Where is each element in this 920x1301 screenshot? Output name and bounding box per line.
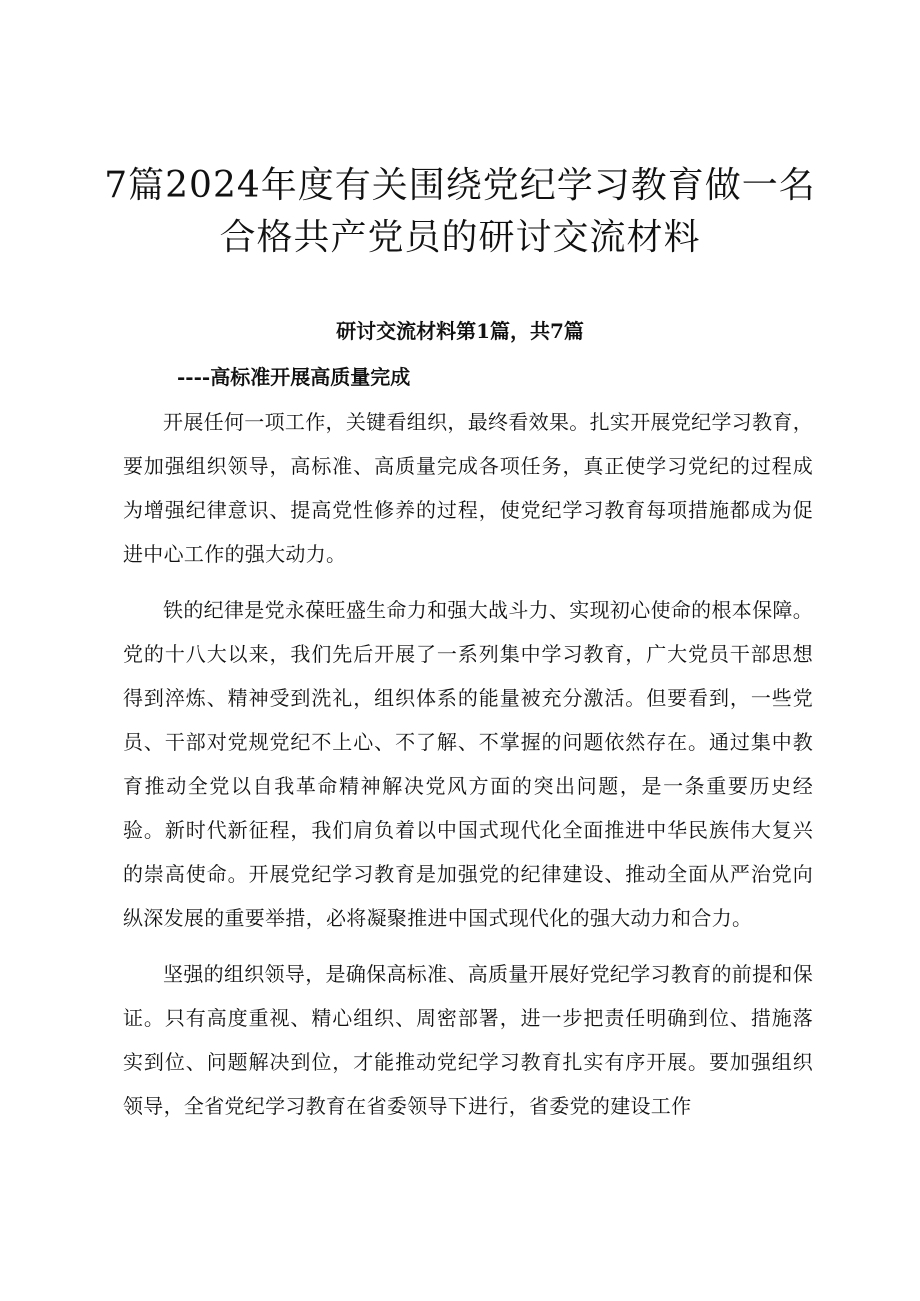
title-line-2: 合格共产党员的研讨交流材料 [219,217,701,258]
paragraph-1: 开展任何一项工作，关键看组织，最终看效果。扎实开展党纪学习教育，要加强组织领导，高标准、高质量完成各项任务，真正使学习党纪的过程成为增强纪律意识、提高党性修养的过程，使党纪学习教育每项措施都成为促进中心工作的强大动力。 [123,410,813,566]
section-subtitle: 研讨交流材料第1篇，共7篇 [336,319,584,343]
document-title [100,160,820,264]
paragraph-3: 坚强的组织领导，是确保高标准、高质量开展好党纪学习教育的前提和保证。只有高度重视、精心组织、周密部署，进一步把责任明确到位、措施落实到位、问题解决到位，才能推动党纪学习教育扎实有序开展。要加强组织领导，全省党纪学习教育在省委领导下进行，省委党的建设工作 [123,962,813,1118]
section-lead: ----高标准开展高质量完成 [177,365,411,389]
title-line-1: 7篇2024年度有关围绕党纪学习教育做一名 [104,165,816,206]
paragraph-2: 铁的纪律是党永葆旺盛生命力和强大战斗力、实现初心使命的根本保障。党的十八大以来，我们先后开展了一系列集中学习教育，广大党员干部思想得到淬炼、精神受到洗礼，组织体系的能量被充分激活。但要看到，一些党员、干部对党规党纪不上心、不了解、不掌握的问题依然存在。通过集中教育推动全党以自我革命精神解决党风方面的突出问题，是一条重要历史经验。新时代新征程，我们肩负着以中国式现代化全面推进中华民族伟大复兴的崇高使命。开展党纪学习教育是加强党的纪律建设、推动全面从严治党向纵深发展的重要举措，必将凝聚推进中国式现代化的强大动力和合力。 [123,598,813,930]
body-text [123,400,813,1140]
